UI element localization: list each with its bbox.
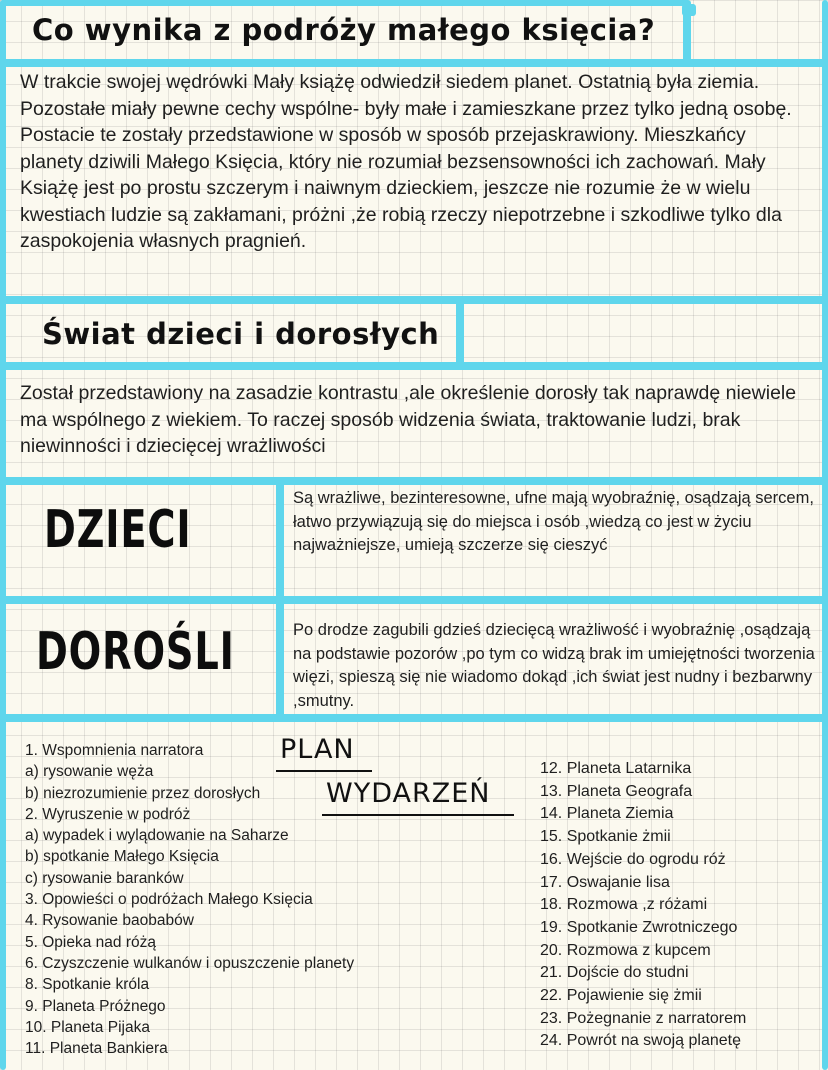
list-item: 12. Planeta Latarnika (540, 760, 692, 777)
children-label: DZIECI (44, 500, 192, 560)
corner-mark (682, 4, 696, 16)
title1-bottom-line (0, 59, 828, 67)
section2-text: Został przedstawiony na zasadzie kontrastu ,ale określenie dorosły tak naprawdę niewiele ma wspólnego z wiekiem. To raczej sposób widzenia świata, traktowanie ludzi, brak niewinności i dziecięcej wrażliwości (20, 382, 797, 457)
list-item: 19. Spotkanie Zwrotniczego (540, 918, 738, 936)
adults-label: DOROŚLI (36, 622, 235, 682)
list-item: c) rysowanie baranków (25, 869, 184, 887)
children-text: Są wrażliwe, bezinteresowne, ufne mają wyobraźnię, osądzają sercem, łatwo przywiązują się do miejsca i osób ,wiedzą co jest w życiu najważniejsze, umieją szczerze się cieszyć (293, 489, 814, 554)
list-item: 9. Planeta Próżnego (25, 997, 166, 1015)
list-item: 23. Pożegnanie z narratorem (540, 1009, 747, 1027)
left-edge-line (0, 0, 6, 1070)
list-item: 8. Spotkanie króla (25, 976, 150, 994)
title1-top-line (0, 0, 690, 6)
list-item: 20. Rozmowa z kupcem (540, 941, 711, 959)
plan-list-left (25, 740, 445, 1059)
list-item: a) wypadek i wylądowanie na Saharze (25, 827, 289, 845)
right-edge-line (822, 0, 828, 1070)
compare-middle-line (0, 596, 828, 604)
list-item: 5. Opieka nad różą (25, 933, 156, 951)
compare-top-line (0, 477, 828, 485)
list-item: 2. Wyruszenie w podróż (25, 805, 191, 823)
list-item: 1. Wspomnienia narratora (25, 742, 204, 759)
list-item: 16. Wejście do ogrodu róż (540, 850, 726, 868)
list-item: 22. Pojawienie się żmii (540, 987, 702, 1005)
list-item: b) niezrozumienie przez dorosłych (25, 784, 261, 802)
list-item: b) spotkanie Małego Księcia (25, 848, 219, 866)
section2-title: Świat dzieci i dorosłych (42, 317, 440, 351)
list-item: 13. Planeta Geografa (540, 782, 693, 800)
adults-text: Po drodze zagubili gdzieś dziecięcą wrażliwość i wyobraźnię ,osądzają na podstawie pozorów ,po tym co widzą brak im umiejętności tworzenia więzi, spieszą się nie wiadomo dokąd ,ich świat jest nudny i bezbarwny ,smutny. (293, 621, 815, 710)
list-item: 10. Planeta Pijaka (25, 1018, 150, 1036)
plan-title-line2: WYDARZEŃ (326, 778, 491, 809)
list-item: 21. Dojście do studni (540, 964, 689, 982)
list-item: 18. Rozmowa ,z różami (540, 896, 708, 914)
section1-title: Co wynika z podróży małego księcia? (32, 13, 656, 47)
list-item: 17. Oswajanie lisa (540, 873, 670, 891)
title2-bottom-line (0, 362, 828, 370)
list-item: 24. Powrót na swoją planetę (540, 1032, 742, 1050)
list-item: 4. Rysowanie baobabów (25, 912, 194, 930)
list-item: 6. Czyszczenie wulkanów i opuszczenie planety (25, 954, 355, 972)
list-item: 14. Planeta Ziemia (540, 805, 674, 823)
plan-list-right (540, 758, 820, 1053)
title2-top-line (0, 296, 828, 304)
title2-right-line (456, 300, 464, 368)
list-item: 15. Spotkanie żmii (540, 828, 671, 846)
section1-text: W trakcie swojej wędrówki Mały książę odwiedził siedem planet. Ostatnią była ziemia. Pozostałe miały pewne cechy wspólne- były małe i zamieszkane przez tylko jedną osobę. Postacie te zostały przedstawione w sposób w sposób przejaskrawiony. Mieszkańcy planety dziwili Małego Księcia, który nie rozumiał bezsensowności ich zachowań. Mały Książę jest po prostu szczerym i naiwnym dzieckiem, jeszcze nie rozumie że w wielu kwestiach ludzie są zakłamani, próżni ,że robią rzeczy niepotrzebne i szkodliwe tylko dla zaspokojenia własnych pragnień. (20, 71, 792, 252)
compare-bottom-line (0, 714, 828, 722)
list-item: a) rysowanie węża (25, 763, 154, 781)
list-item: 3. Opowieści o podróżach Małego Księcia (25, 891, 313, 909)
plan-title-line1: PLAN (280, 734, 355, 765)
list-item: 11. Planeta Bankiera (25, 1040, 168, 1058)
